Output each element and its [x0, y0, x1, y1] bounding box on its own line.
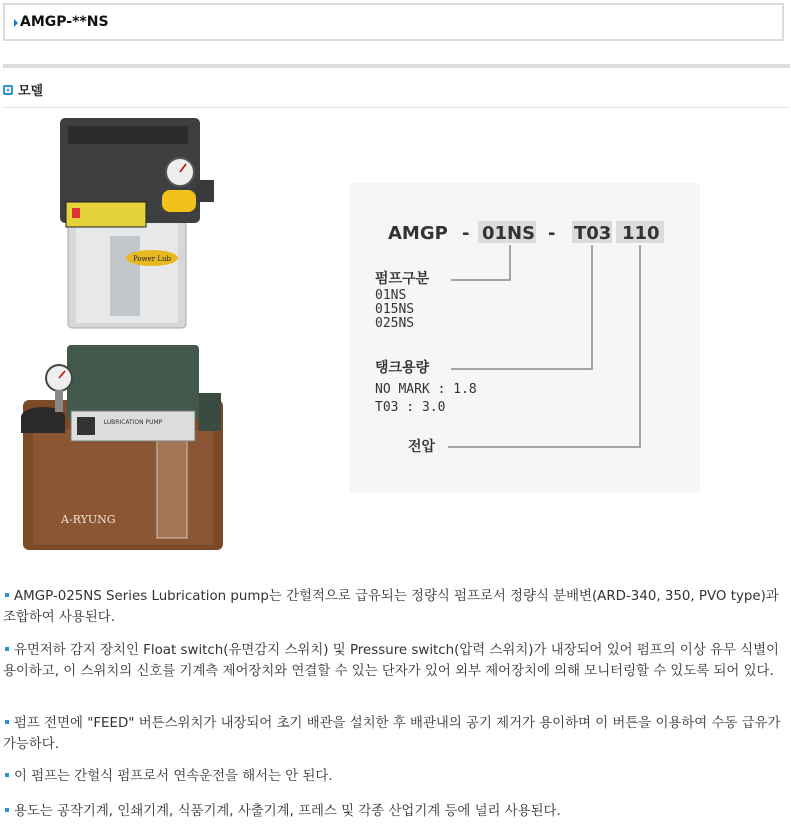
code-part-series: AMGP: [388, 223, 448, 244]
bullet-icon: [3, 85, 13, 95]
pump-image-large: [15, 345, 230, 559]
pump-large-brand: A-RYUNG: [61, 513, 116, 526]
page-title-box: [3, 3, 784, 41]
voltage-label: 전압: [408, 439, 436, 455]
description-4: [3, 766, 790, 787]
pump-type-option-2: 015NS: [375, 302, 415, 317]
section-bar: [3, 64, 790, 68]
description-text: AMGP-025NS Series Lubrication pump는 간헐적으로 급유되는 정량식 펌프로서 정량식 분배변(ARD-340, 350, PVO type)과 조합하여 사용된다.: [3, 589, 779, 625]
description-3: [3, 713, 790, 755]
bullet-icon: [5, 593, 9, 597]
description-text: 유면저하 감지 장치인 Float switch(유면감지 스위치) 및 Pressure switch(압력 스위치)가 내장되어 있어 펌프의 이상 유무 식별이 용이하고, 이 스위치의 신호를 기계측 제어장치와 연결할 수 있는 단자가 있어 외부 제어장치에 의해 모니터링할 수 있도록 되어 있다.: [3, 643, 779, 679]
code-dash-1: -: [462, 223, 470, 244]
bullet-icon: [5, 647, 9, 651]
code-part-voltage: 110: [622, 223, 660, 244]
tank-label: 탱크용량: [375, 360, 430, 376]
model-code-diagram: [350, 183, 700, 493]
arrow-icon: [14, 19, 18, 27]
section-label: 모델: [18, 84, 44, 99]
pump-small-label: Power Lub: [133, 255, 171, 263]
bullet-icon: [5, 808, 9, 812]
tank-row-1: NO MARK : 1.8: [375, 382, 477, 397]
pump-large-plate: LUBRICATION PUMP: [103, 419, 163, 426]
description-text: 이 펌프는 간헐식 펌프로서 연속운전을 해서는 안 된다.: [14, 769, 333, 784]
description-1: [3, 586, 790, 628]
description-2: [3, 640, 790, 682]
pump-type-label: 펌프구분: [375, 271, 430, 287]
code-part-type: 01NS: [482, 223, 536, 244]
description-text: 용도는 공작기계, 인쇄기계, 식품기계, 사출기계, 프레스 및 각종 산업기계 등에 널리 사용된다.: [14, 804, 561, 819]
bullet-icon: [5, 720, 9, 724]
code-dash-2: -: [548, 223, 556, 244]
code-part-tank: T03: [574, 223, 612, 244]
divider: [3, 107, 790, 108]
pump-type-option-1: 01NS: [375, 288, 407, 303]
pump-type-option-3: 025NS: [375, 316, 415, 331]
pump-image-small: [50, 118, 220, 337]
bullet-icon: [5, 773, 9, 777]
tank-row-2: T03 : 3.0: [375, 400, 446, 415]
description-text: 펌프 전면에 "FEED" 버튼스위치가 내장되어 초기 배관을 설치한 후 배관내의 공기 제거가 용이하며 이 버튼을 이용하여 수동 급유가 가능하다.: [3, 716, 781, 752]
page-title: AMGP-**NS: [20, 14, 109, 30]
description-5: [3, 801, 790, 822]
